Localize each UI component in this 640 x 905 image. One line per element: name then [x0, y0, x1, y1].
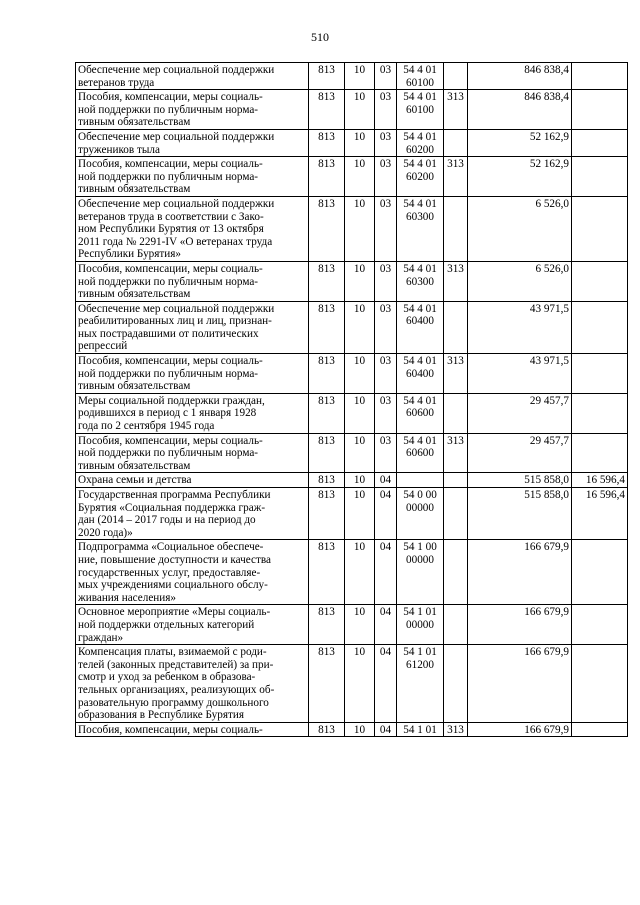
row-grbs-cell: 813 — [309, 393, 345, 433]
cell-line: тивным обязательствам — [78, 459, 191, 472]
cell-line: 00000 — [406, 618, 434, 631]
row-subsection-cell: 03 — [375, 301, 397, 353]
row-amount-cell: 43 971,5 — [468, 354, 572, 394]
row-section-cell: 10 — [345, 129, 375, 156]
cell-line: 54 0 00 — [403, 489, 437, 501]
cell-line: 54 4 01 — [403, 130, 437, 143]
cell-line: Пособия, компенсации, меры социаль- — [78, 91, 263, 104]
row-amount-cell: 6 526,0 — [468, 261, 572, 301]
row-grbs-cell: 813 — [309, 645, 345, 723]
row-expense-type-cell — [444, 63, 468, 90]
table-row — [76, 90, 628, 130]
row-expense-type-cell — [444, 196, 468, 261]
row-extra-amount-cell — [572, 354, 628, 394]
row-section-cell: 10 — [345, 261, 375, 301]
cell-line: ной поддержки по публичным норма- — [78, 170, 259, 183]
row-extra-amount-cell: 16 596,4 — [572, 488, 628, 540]
cell-line: 00000 — [406, 501, 434, 514]
cell-line: года по 2 сентября 1945 года — [78, 420, 215, 433]
row-target-article-cell — [397, 722, 444, 737]
row-expense-type-cell: 313 — [444, 722, 468, 737]
row-name-cell — [76, 645, 309, 723]
row-amount-cell: 846 838,4 — [468, 63, 572, 90]
row-target-article-cell — [397, 261, 444, 301]
cell-line: 60100 — [406, 76, 434, 89]
cell-line: ной поддержки отдельных категорий — [78, 618, 255, 631]
row-section-cell: 10 — [345, 63, 375, 90]
cell-line: ветеранов труда — [78, 76, 155, 89]
cell-line: тивным обязательствам — [78, 116, 191, 129]
table-row — [76, 473, 628, 488]
row-subsection-cell: 03 — [375, 196, 397, 261]
row-target-article-cell — [397, 473, 444, 488]
cell-line: 54 4 01 — [403, 302, 437, 315]
table-row — [76, 540, 628, 605]
row-subsection-cell: 03 — [375, 354, 397, 394]
row-grbs-cell: 813 — [309, 63, 345, 90]
row-amount-cell: 166 679,9 — [468, 645, 572, 723]
row-extra-amount-cell — [572, 261, 628, 301]
row-target-article-cell — [397, 157, 444, 197]
cell-line: Подпрограмма «Социальное обеспече- — [78, 541, 264, 554]
cell-line: тивным обязательствам — [78, 183, 191, 196]
row-section-cell: 10 — [345, 473, 375, 488]
cell-line: телей (законных представителей) за при- — [78, 658, 274, 671]
row-extra-amount-cell — [572, 433, 628, 473]
row-amount-cell: 166 679,9 — [468, 722, 572, 737]
table-row — [76, 433, 628, 473]
row-name-cell — [76, 129, 309, 156]
row-grbs-cell: 813 — [309, 473, 345, 488]
cell-line: 60300 — [406, 275, 434, 288]
row-subsection-cell: 03 — [375, 157, 397, 197]
row-expense-type-cell: 313 — [444, 261, 468, 301]
row-name-cell — [76, 393, 309, 433]
row-subsection-cell: 04 — [375, 605, 397, 645]
row-expense-type-cell — [444, 605, 468, 645]
row-extra-amount-cell — [572, 605, 628, 645]
row-subsection-cell: 04 — [375, 488, 397, 540]
row-grbs-cell: 813 — [309, 722, 345, 737]
cell-line: 60400 — [406, 367, 434, 380]
row-amount-cell: 846 838,4 — [468, 90, 572, 130]
row-subsection-cell: 03 — [375, 63, 397, 90]
cell-line: Бурятия «Социальная поддержка граж- — [78, 501, 266, 514]
cell-line: 00000 — [406, 553, 434, 566]
table-row — [76, 645, 628, 723]
table-row — [76, 63, 628, 90]
cell-line: 61200 — [406, 658, 434, 671]
row-name-cell — [76, 605, 309, 645]
row-expense-type-cell — [444, 473, 468, 488]
row-target-article-cell — [397, 354, 444, 394]
row-subsection-cell: 04 — [375, 645, 397, 723]
cell-line: Меры социальной поддержки граждан, — [78, 394, 265, 407]
row-target-article-cell — [397, 63, 444, 90]
row-extra-amount-cell: 16 596,4 — [572, 473, 628, 488]
cell-line: 54 4 01 — [403, 91, 437, 104]
cell-line: 54 4 01 — [403, 158, 437, 171]
row-section-cell: 10 — [345, 722, 375, 737]
cell-line: 2020 года)» — [78, 526, 133, 539]
cell-line: ной поддержки по публичным норма- — [78, 275, 259, 288]
table-row — [76, 722, 628, 737]
row-extra-amount-cell — [572, 90, 628, 130]
row-subsection-cell: 04 — [375, 722, 397, 737]
row-subsection-cell: 03 — [375, 90, 397, 130]
row-extra-amount-cell — [572, 393, 628, 433]
row-expense-type-cell: 313 — [444, 157, 468, 197]
cell-line: 54 4 01 — [403, 394, 437, 407]
row-amount-cell: 515 858,0 — [468, 473, 572, 488]
row-subsection-cell: 03 — [375, 393, 397, 433]
row-extra-amount-cell — [572, 196, 628, 261]
cell-line: Пособия, компенсации, меры социаль- — [78, 355, 263, 368]
cell-line: 54 1 01 — [403, 646, 437, 659]
cell-line: граждан» — [78, 631, 124, 644]
cell-line: Пособия, компенсации, меры социаль- — [78, 723, 263, 736]
page-number: 510 — [311, 30, 329, 44]
table-row — [76, 605, 628, 645]
cell-line: тельных организациях, реализующих об- — [78, 683, 275, 696]
row-name-cell — [76, 196, 309, 261]
cell-line: Пособия, компенсации, меры социаль- — [78, 158, 263, 171]
budget-table — [75, 62, 628, 737]
row-grbs-cell: 813 — [309, 261, 345, 301]
row-expense-type-cell: 313 — [444, 354, 468, 394]
row-target-article-cell — [397, 393, 444, 433]
cell-line: ветеранов труда в соответствии с Зако- — [78, 210, 264, 223]
cell-line: разовательную программу дошкольного — [78, 696, 269, 709]
row-extra-amount-cell — [572, 157, 628, 197]
row-extra-amount-cell — [572, 645, 628, 723]
row-target-article-cell — [397, 645, 444, 723]
row-grbs-cell: 813 — [309, 540, 345, 605]
cell-line: ных пострадавшими от политических — [78, 327, 259, 340]
cell-line: ной поддержки по публичным норма- — [78, 103, 259, 116]
row-grbs-cell: 813 — [309, 301, 345, 353]
row-amount-cell: 166 679,9 — [468, 605, 572, 645]
row-grbs-cell: 813 — [309, 488, 345, 540]
cell-line: родившихся в период с 1 января 1928 — [78, 407, 257, 420]
cell-line: 54 1 01 — [403, 723, 437, 736]
row-target-article-cell — [397, 196, 444, 261]
row-name-cell — [76, 354, 309, 394]
row-section-cell: 10 — [345, 354, 375, 394]
cell-line: 60600 — [406, 447, 434, 460]
row-section-cell: 10 — [345, 540, 375, 605]
cell-line: Обеспечение мер социальной поддержки — [78, 197, 275, 210]
cell-line: смотр и уход за ребенком в образова- — [78, 671, 256, 684]
row-name-cell — [76, 301, 309, 353]
row-extra-amount-cell — [572, 63, 628, 90]
cell-line: 60100 — [406, 103, 434, 116]
row-extra-amount-cell — [572, 129, 628, 156]
table-body — [76, 63, 628, 737]
cell-line: образования в Республике Бурятия — [78, 709, 245, 722]
cell-line: 60600 — [406, 407, 434, 420]
cell-line: 54 4 01 — [403, 64, 437, 76]
table-row — [76, 129, 628, 156]
cell-line: репрессий — [78, 340, 128, 353]
cell-line: Пособия, компенсации, меры социаль- — [78, 434, 263, 447]
row-grbs-cell: 813 — [309, 196, 345, 261]
row-target-article-cell — [397, 90, 444, 130]
row-name-cell — [76, 488, 309, 540]
cell-line: Обеспечение мер социальной поддержки — [78, 64, 275, 76]
row-subsection-cell: 03 — [375, 129, 397, 156]
cell-line: живания населения» — [78, 591, 177, 604]
row-grbs-cell: 813 — [309, 157, 345, 197]
cell-line: Компенсация платы, взимаемой с роди- — [78, 646, 267, 659]
table-row — [76, 488, 628, 540]
cell-line: 60200 — [406, 170, 434, 183]
cell-line: 54 4 01 — [403, 434, 437, 447]
row-name-cell — [76, 433, 309, 473]
cell-line: тружеников тыла — [78, 143, 160, 156]
table-row — [76, 157, 628, 197]
row-expense-type-cell — [444, 540, 468, 605]
table-row — [76, 354, 628, 394]
cell-line: 60200 — [406, 143, 434, 156]
cell-line: 54 4 01 — [403, 355, 437, 368]
row-amount-cell: 43 971,5 — [468, 301, 572, 353]
cell-line: 2011 года № 2291-IV «О ветеранах труда — [78, 235, 273, 248]
cell-line: 54 4 01 — [403, 197, 437, 210]
row-amount-cell: 52 162,9 — [468, 157, 572, 197]
cell-line: Обеспечение мер социальной поддержки — [78, 130, 275, 143]
row-expense-type-cell — [444, 645, 468, 723]
row-section-cell: 10 — [345, 157, 375, 197]
row-section-cell: 10 — [345, 196, 375, 261]
row-extra-amount-cell — [572, 722, 628, 737]
cell-line: ной поддержки по публичным норма- — [78, 367, 259, 380]
row-grbs-cell: 813 — [309, 129, 345, 156]
row-section-cell: 10 — [345, 90, 375, 130]
row-section-cell: 10 — [345, 301, 375, 353]
row-subsection-cell: 04 — [375, 473, 397, 488]
cell-line: Пособия, компенсации, меры социаль- — [78, 262, 263, 275]
cell-line: 54 1 01 — [403, 606, 437, 619]
row-amount-cell: 6 526,0 — [468, 196, 572, 261]
row-name-cell — [76, 722, 309, 737]
row-extra-amount-cell — [572, 540, 628, 605]
row-target-article-cell — [397, 433, 444, 473]
cell-line: реабилитированных лиц и лиц, признан- — [78, 315, 272, 328]
row-expense-type-cell — [444, 488, 468, 540]
row-target-article-cell — [397, 129, 444, 156]
row-subsection-cell: 04 — [375, 540, 397, 605]
cell-line: Охрана семьи и детства — [78, 474, 192, 487]
cell-line: мых учреждениями социального обслу- — [78, 579, 268, 592]
table-row — [76, 196, 628, 261]
row-name-cell — [76, 90, 309, 130]
row-name-cell — [76, 473, 309, 488]
row-expense-type-cell — [444, 301, 468, 353]
cell-line: государственных услуг, предоставляе- — [78, 566, 261, 579]
table-row — [76, 393, 628, 433]
row-target-article-cell — [397, 540, 444, 605]
cell-line: Республики Бурятия» — [78, 248, 182, 261]
row-expense-type-cell: 313 — [444, 90, 468, 130]
row-name-cell — [76, 63, 309, 90]
row-amount-cell: 515 858,0 — [468, 488, 572, 540]
row-section-cell: 10 — [345, 488, 375, 540]
row-expense-type-cell — [444, 393, 468, 433]
cell-line: 54 1 00 — [403, 541, 437, 554]
cell-line: тивным обязательствам — [78, 288, 191, 301]
row-grbs-cell: 813 — [309, 605, 345, 645]
row-extra-amount-cell — [572, 301, 628, 353]
cell-line: 60400 — [406, 315, 434, 328]
row-name-cell — [76, 261, 309, 301]
cell-line: Обеспечение мер социальной поддержки — [78, 302, 275, 315]
row-expense-type-cell — [444, 129, 468, 156]
cell-line: 54 4 01 — [403, 262, 437, 275]
row-amount-cell: 52 162,9 — [468, 129, 572, 156]
row-subsection-cell: 03 — [375, 433, 397, 473]
row-target-article-cell — [397, 605, 444, 645]
row-expense-type-cell: 313 — [444, 433, 468, 473]
row-target-article-cell — [397, 488, 444, 540]
cell-line: ние, повышение доступности и качества — [78, 553, 271, 566]
row-section-cell: 10 — [345, 645, 375, 723]
cell-line: ной поддержки по публичным норма- — [78, 447, 259, 460]
row-section-cell: 10 — [345, 393, 375, 433]
table-row — [76, 301, 628, 353]
row-name-cell — [76, 157, 309, 197]
row-grbs-cell: 813 — [309, 354, 345, 394]
row-amount-cell: 29 457,7 — [468, 393, 572, 433]
cell-line: 60300 — [406, 210, 434, 223]
row-amount-cell: 29 457,7 — [468, 433, 572, 473]
row-amount-cell: 166 679,9 — [468, 540, 572, 605]
table-row — [76, 261, 628, 301]
cell-line: тивным обязательствам — [78, 380, 191, 393]
row-subsection-cell: 03 — [375, 261, 397, 301]
cell-line: ном Республики Бурятия от 13 октября — [78, 223, 264, 236]
row-section-cell: 10 — [345, 433, 375, 473]
row-name-cell — [76, 540, 309, 605]
cell-line: Основное мероприятие «Меры социаль- — [78, 606, 271, 619]
cell-line: дан (2014 – 2017 годы и на период до — [78, 514, 256, 527]
row-section-cell: 10 — [345, 605, 375, 645]
row-grbs-cell: 813 — [309, 90, 345, 130]
row-grbs-cell: 813 — [309, 433, 345, 473]
row-target-article-cell — [397, 301, 444, 353]
cell-line: Государственная программа Республики — [78, 489, 271, 501]
